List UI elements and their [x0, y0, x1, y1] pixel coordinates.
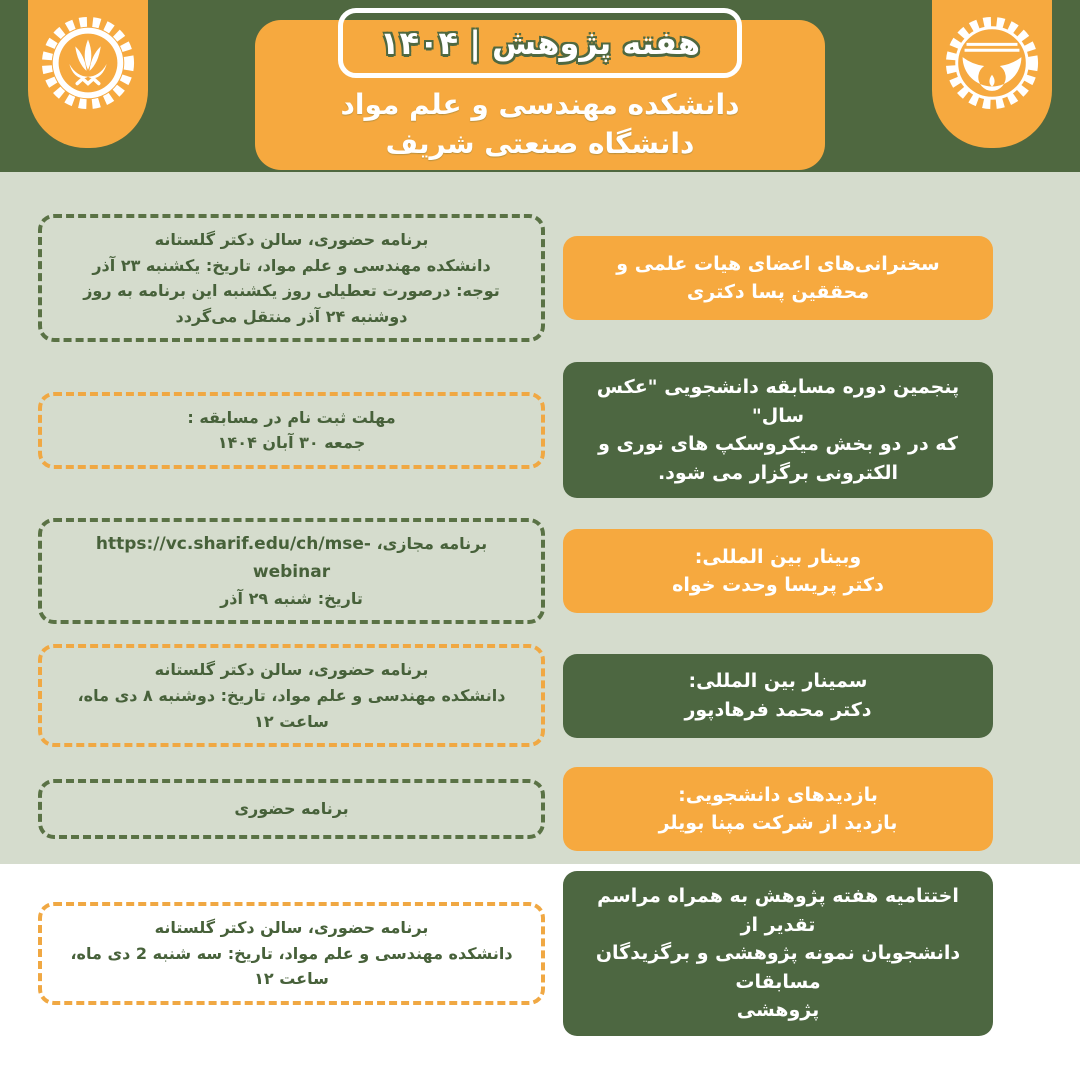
event-detail-line: مهلت ثبت نام در مسابقه : [187, 407, 396, 427]
event-detail-line: برنامه حضوری [234, 799, 349, 819]
header-banner [255, 20, 825, 170]
event-title-line: سمینار بین المللی: [688, 670, 868, 693]
event-title-line: که در دو بخش میکروسکپ های نوری و [598, 433, 958, 456]
event-detail-box [38, 392, 545, 469]
event-detail-line: برنامه حضوری، سالن دکتر گلستانه [154, 230, 429, 249]
event-detail-line: دانشکده مهندسی و علم مواد، تاریخ: سه شنبه 2 دی ماه، ساعت ۱۲ [70, 943, 513, 989]
event-detail-line: برنامه حضوری، سالن دکتر گلستانه [154, 917, 429, 937]
event-detail-line: برنامه حضوری، سالن دکتر گلستانه [154, 660, 429, 680]
event-detail-line: تاریخ: شنبه ۲۹ آذر [220, 588, 363, 608]
header-band [0, 0, 1080, 172]
gear-crucible-seal-icon [943, 14, 1041, 112]
sharif-university-logo [28, 0, 148, 148]
event-title-box [563, 767, 993, 851]
event-detail-line [58, 531, 525, 585]
event-row-international-webinar [38, 518, 993, 624]
poster-title-box [338, 8, 742, 78]
event-detail-line: دانشکده مهندسی و علم مواد، تاریخ: یکشنبه ۲۳ آذر [92, 255, 491, 275]
event-detail-box [38, 644, 545, 747]
event-title-line: دانشجویان نمونه پژوهشی و برگزیدگان مسابقات [595, 942, 961, 993]
event-title-line: پنجمین دوره مسابقه دانشجویی "عکس سال" [596, 376, 960, 427]
university-name: دانشگاه صنعتی شریف [385, 126, 695, 160]
event-title-line: وبینار بین المللی: [694, 545, 862, 568]
event-row-international-seminar [38, 644, 993, 747]
event-detail-line: توجه: درصورت تعطیلی روز یکشنبه این برنامه به روز دوشنبه ۲۴ آذر منتقل می‌گردد [83, 281, 500, 326]
events-list [0, 172, 1080, 1066]
mse-department-logo [932, 0, 1052, 148]
event-title-line: الکترونی برگزار می شود. [657, 461, 899, 484]
event-row-closing-ceremony [38, 871, 993, 1036]
department-name: دانشکده مهندسی و علم مواد [340, 88, 740, 122]
event-title-line: دکتر محمد فرهادپور [684, 698, 872, 721]
event-title-line: بازدیدهای دانشجویی: [678, 783, 878, 806]
event-title-box [563, 362, 993, 498]
event-title-box [563, 654, 993, 738]
event-detail-box [38, 518, 545, 624]
event-title-box [563, 236, 993, 320]
poster-title: هفته پژوهش | ۱۴۰۴ [379, 24, 701, 62]
event-title-line: دکتر پریسا وحدت خواه [672, 574, 884, 597]
event-detail-line: دانشکده مهندسی و علم مواد، تاریخ: دوشنبه ۸ دی ماه، ساعت ۱۲ [77, 685, 506, 731]
event-detail-box [38, 779, 545, 839]
event-title-box [563, 871, 993, 1036]
event-title-line: سخنرانی‌های اعضای هیات علمی و [616, 252, 940, 275]
event-title-line: محققین پسا دکتری [686, 281, 870, 304]
event-detail-line: جمعه ۳۰ آبان ۱۴۰۴ [217, 433, 366, 453]
event-title-line: بازدید از شرکت مپنا بویلر [658, 812, 898, 835]
event-row-faculty-talks [38, 214, 993, 342]
event-row-photo-contest [38, 362, 993, 498]
event-detail-box [38, 214, 545, 342]
event-row-student-visits [38, 767, 993, 851]
virtual-program-label: برنامه مجازی، [376, 534, 488, 554]
event-title-line: اختتامیه هفته پژوهش به همراه مراسم تقدیر از [597, 885, 959, 936]
event-detail-box [38, 902, 545, 1005]
webinar-url-link[interactable]: https://vc.sharif.edu/ch/mse-webinar [95, 534, 371, 582]
event-title-box [563, 529, 993, 613]
event-title-line: پژوهشی [736, 999, 820, 1022]
gear-tulip-seal-icon [39, 14, 137, 112]
